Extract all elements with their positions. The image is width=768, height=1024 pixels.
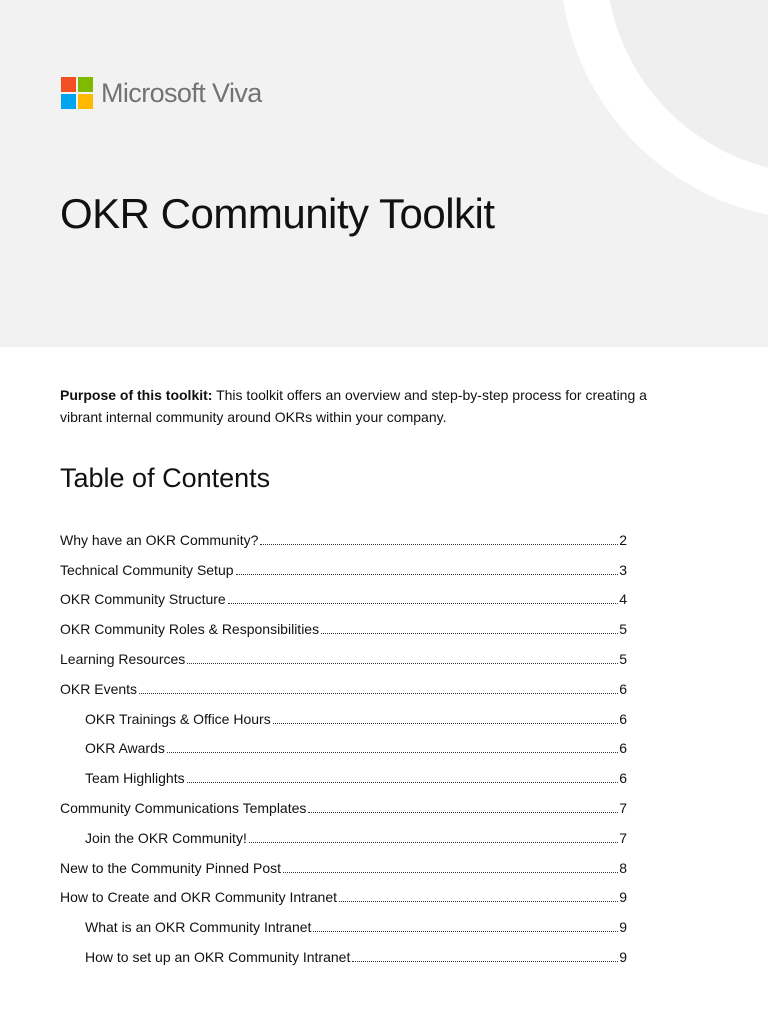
- toc-dot-leader: [352, 961, 618, 962]
- toc-entry-page: 6: [619, 740, 627, 757]
- toc-entry[interactable]: [60, 877, 627, 907]
- toc-entry-page: 5: [619, 650, 627, 667]
- toc-entry[interactable]: [60, 906, 627, 936]
- toc-entry[interactable]: [60, 787, 627, 817]
- toc-entry[interactable]: [60, 668, 627, 698]
- cover-header: [0, 0, 768, 347]
- brand-logo: [61, 77, 262, 109]
- brand-name: Microsoft Viva: [101, 78, 262, 108]
- toc-dot-leader: [321, 633, 618, 634]
- toc-entry-label: Why have an OKR Community?: [60, 531, 259, 548]
- toc-entry-page: 5: [619, 621, 627, 638]
- toc-entry-label: OKR Community Structure: [60, 591, 226, 608]
- table-of-contents: [60, 519, 627, 966]
- toc-entry-page: 7: [619, 829, 627, 846]
- toc-entry-label: Learning Resources: [60, 650, 186, 667]
- toc-entry-page: 3: [619, 561, 627, 578]
- toc-entry-page: 4: [619, 591, 627, 608]
- toc-entry[interactable]: [60, 728, 627, 758]
- toc-dot-leader: [339, 901, 618, 902]
- document-title: OKR Community Toolkit: [60, 190, 495, 237]
- toc-entry[interactable]: [60, 638, 627, 668]
- toc-entry-page: 7: [619, 799, 627, 816]
- toc-entry-page: 9: [619, 948, 627, 965]
- toc-entry-label: How to set up an OKR Community Intranet: [85, 948, 351, 965]
- toc-dot-leader: [139, 693, 618, 694]
- toc-dot-leader: [308, 812, 618, 813]
- toc-entry-label: How to Create and OKR Community Intranet: [60, 889, 338, 906]
- toc-entry[interactable]: [60, 757, 627, 787]
- toc-entry-label: Team Highlights: [85, 770, 185, 787]
- toc-dot-leader: [167, 752, 618, 753]
- toc-entry-label: OKR Trainings & Office Hours: [85, 710, 271, 727]
- toc-entry-page: 6: [619, 710, 627, 727]
- toc-entry-label: What is an OKR Community Intranet: [85, 919, 312, 936]
- toc-entry[interactable]: [60, 519, 627, 549]
- microsoft-logo-icon: [61, 77, 93, 109]
- toc-entry[interactable]: [60, 817, 627, 847]
- purpose-paragraph: [60, 384, 680, 428]
- toc-entry[interactable]: [60, 698, 627, 728]
- toc-entry-label: Community Communications Templates: [60, 799, 307, 816]
- toc-entry-page: 6: [619, 770, 627, 787]
- toc-entry-label: Join the OKR Community!: [85, 829, 247, 846]
- purpose-label: Purpose of this toolkit:: [60, 387, 213, 403]
- toc-dot-leader: [228, 603, 618, 604]
- purpose-text: This toolkit offers an overview and step-by-step process for creating a vibrant internal community around OKRs within your company.: [60, 387, 647, 425]
- toc-entry[interactable]: [60, 847, 627, 877]
- toc-entry-label: New to the Community Pinned Post: [60, 859, 281, 876]
- toc-dot-leader: [313, 931, 618, 932]
- toc-entry-label: OKR Community Roles & Responsibilities: [60, 621, 320, 638]
- toc-dot-leader: [187, 663, 618, 664]
- toc-dot-leader: [273, 723, 619, 724]
- toc-entry-page: 9: [619, 889, 627, 906]
- toc-dot-leader: [283, 872, 618, 873]
- toc-entry[interactable]: [60, 936, 627, 966]
- toc-dot-leader: [260, 544, 618, 545]
- toc-dot-leader: [236, 574, 619, 575]
- toc-dot-leader: [249, 842, 618, 843]
- toc-entry-label: OKR Awards: [85, 740, 165, 757]
- toc-entry[interactable]: [60, 608, 627, 638]
- toc-entry-page: 2: [619, 531, 627, 548]
- toc-entry-page: 9: [619, 919, 627, 936]
- toc-entry-label: Technical Community Setup: [60, 561, 234, 578]
- toc-heading: Table of Contents: [60, 463, 271, 493]
- toc-entry-label: OKR Events: [60, 680, 138, 697]
- toc-entry-page: 6: [619, 680, 627, 697]
- toc-entry[interactable]: [60, 579, 627, 609]
- toc-dot-leader: [187, 782, 619, 783]
- toc-entry[interactable]: [60, 549, 627, 579]
- toc-entry-page: 8: [619, 859, 627, 876]
